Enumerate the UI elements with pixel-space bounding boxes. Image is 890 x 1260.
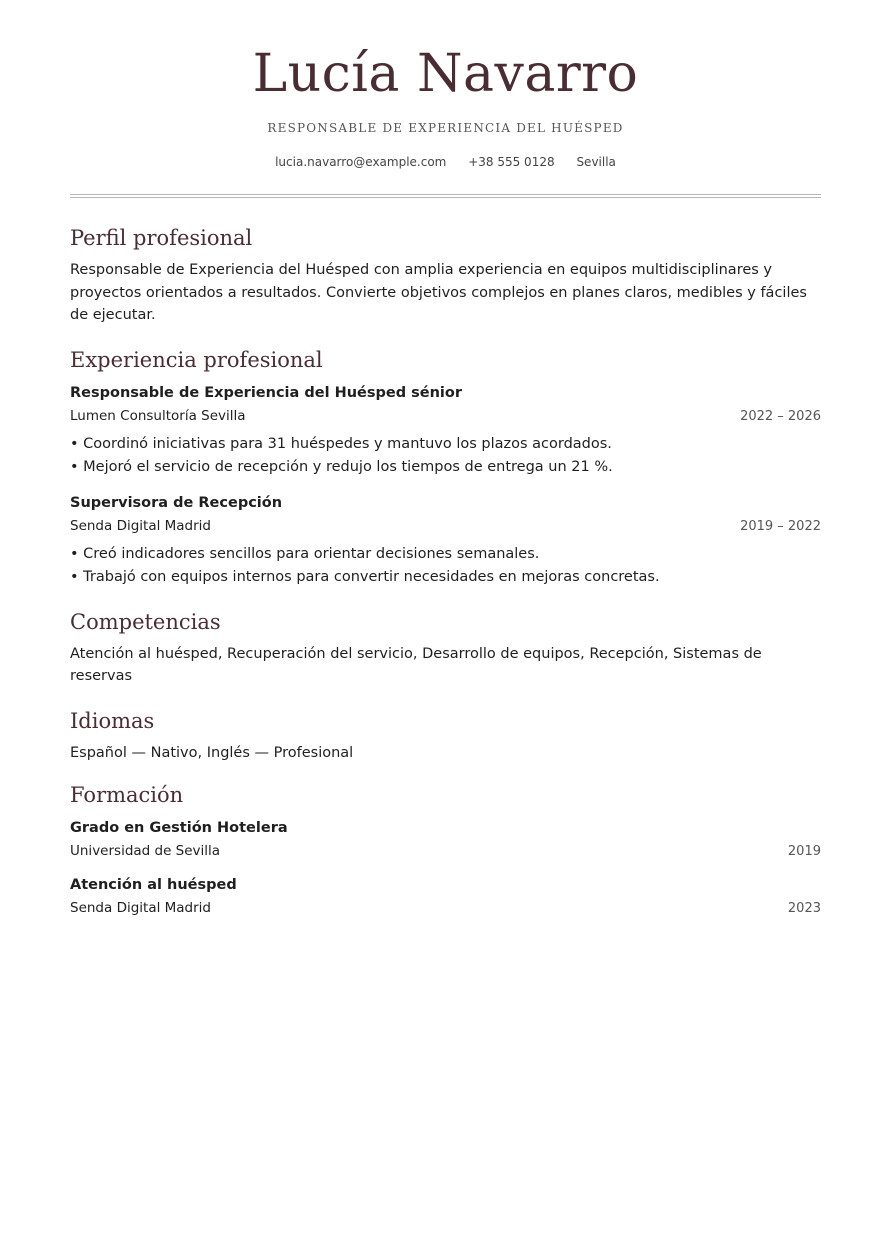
education-meta	[70, 841, 821, 862]
profile-text: Responsable de Experiencia del Huésped con amplia experiencia en equipos multidisciplinares y proyectos orientados a resultados. Convierte objetivos complejos en planes claros, medibles y fáciles de ejecutar.	[70, 262, 807, 323]
job-entry	[70, 383, 821, 479]
job-bullet: • Creó indicadores sencillos para orientar decisiones semanales.	[70, 545, 540, 562]
job-meta	[70, 516, 821, 537]
education-date: 2019	[787, 844, 821, 859]
contact-phone[interactable]: +38 555 0128	[468, 155, 555, 169]
job-title: Supervisora de Recepción	[70, 494, 283, 511]
languages-text: Español — Nativo, Inglés — Profesional	[70, 744, 354, 761]
job-organization: Senda Digital Madrid	[70, 517, 211, 534]
candidate-name: Lucía Navarro	[252, 44, 639, 104]
degree-title: Grado en Gestión Hotelera	[70, 820, 288, 836]
job-bullet: • Coordinó iniciativas para 31 huéspedes y mantuvo los plazos acordados.	[70, 435, 612, 452]
experience-section	[70, 346, 821, 589]
job-dates: 2022 – 2026	[740, 408, 821, 424]
education-date: 2023	[787, 901, 821, 916]
candidate-headline: RESPONSABLE DE EXPERIENCIA DEL HUÉSPED	[267, 121, 624, 135]
education-meta	[70, 898, 821, 919]
section-title-languages: Idiomas	[70, 708, 155, 733]
section-title-profile: Perfil profesional	[70, 226, 253, 250]
job-dates: 2019 – 2022	[740, 518, 821, 534]
contact-email[interactable]: lucia.navarro@example.com	[275, 155, 447, 169]
institution: Senda Digital Madrid	[70, 900, 211, 916]
education-section	[70, 781, 821, 919]
job-meta	[70, 406, 821, 427]
languages-section	[70, 707, 821, 765]
job-bullets	[70, 543, 821, 589]
institution: Universidad de Sevilla	[70, 843, 221, 859]
job-title: Responsable de Experiencia del Huésped sénior	[70, 384, 463, 401]
profile-section	[70, 224, 821, 327]
job-bullet: • Trabajó con equipos internos para convertir necesidades en mejoras concretas.	[70, 568, 660, 585]
section-title-experience: Experiencia profesional	[70, 347, 323, 372]
education-entry	[70, 818, 821, 862]
job-organization: Lumen Consultoría Sevilla	[70, 407, 246, 424]
resume-page	[70, 0, 821, 919]
resume-header	[70, 0, 821, 198]
header-divider	[70, 194, 821, 198]
job-bullet: • Mejoró el servicio de recepción y redujo los tiempos de entrega un 21 %.	[70, 458, 613, 475]
section-title-skills: Competencias	[70, 609, 221, 634]
contact-city: Sevilla	[576, 155, 616, 169]
job-bullets	[70, 433, 821, 479]
skills-text: Atención al huésped, Recuperación del servicio, Desarrollo de equipos, Recepción, Sistemas de reservas	[70, 645, 762, 684]
job-entry	[70, 493, 821, 589]
section-title-education: Formación	[70, 783, 184, 807]
education-entry	[70, 875, 821, 919]
contact-line	[70, 154, 821, 170]
skills-section	[70, 608, 821, 688]
degree-title: Atención al huésped	[70, 877, 237, 893]
